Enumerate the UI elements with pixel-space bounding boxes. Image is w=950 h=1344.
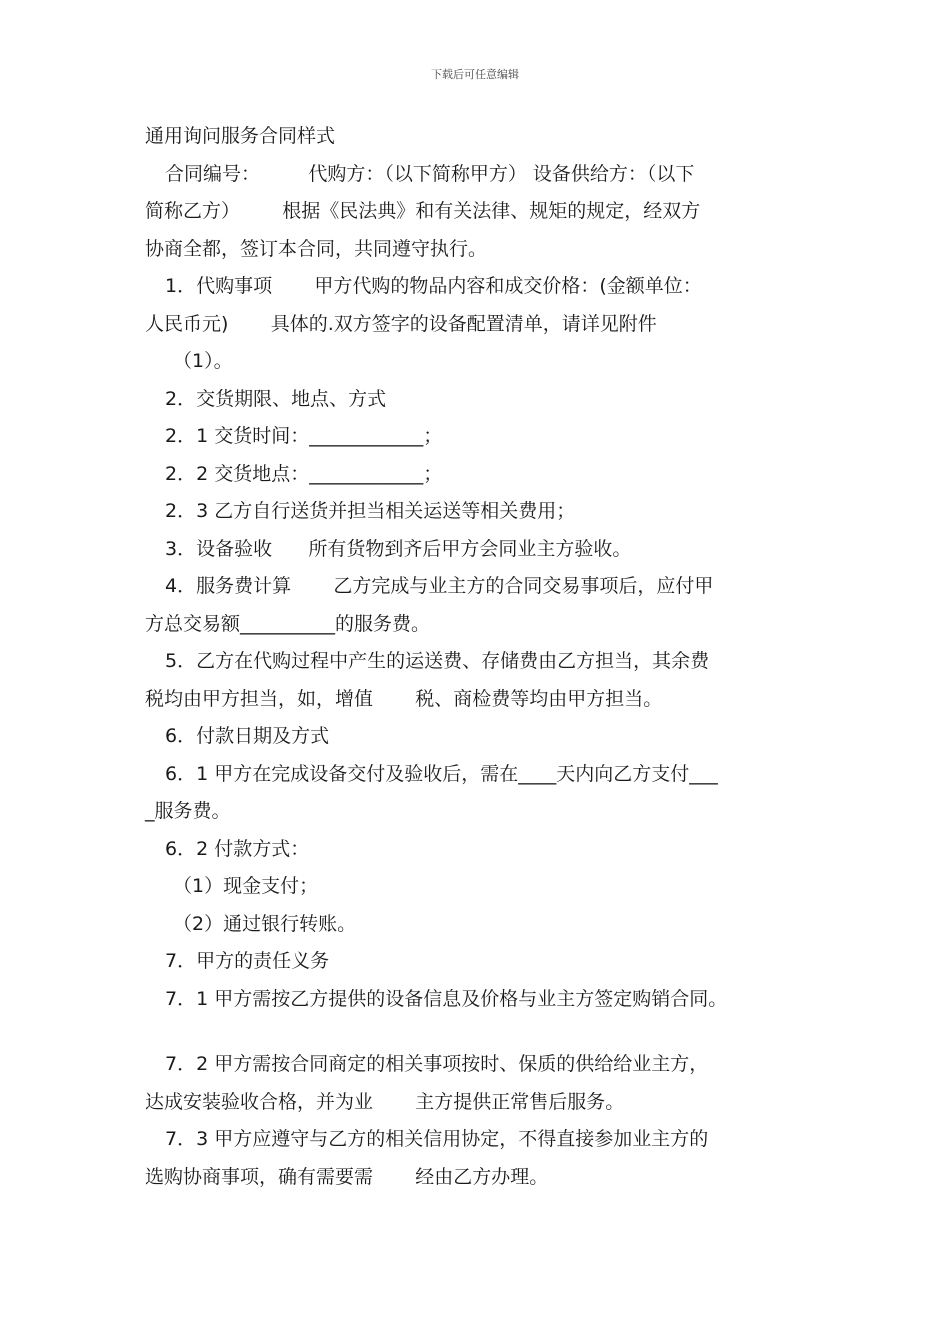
document-title: 通用询问服务合同样式 <box>145 125 336 147</box>
paragraph-line: （1）。 <box>173 350 233 372</box>
paragraph-line: 6．2 付款方式： <box>165 837 310 860</box>
paragraph-line: _服务费。 <box>145 800 231 822</box>
paragraph-line: （2）通过银行转账。 <box>173 912 357 935</box>
paragraph-line: 协商全都，签订本合同，共同遵守执行。 <box>145 237 488 260</box>
paragraph-line: 5．乙方在代购过程中产生的运送费、存储费由乙方担当，其余费 <box>165 650 710 672</box>
paragraph-line: 6．1 甲方在完成设备交付及验收后，需在____天内向乙方支付___ <box>165 762 718 785</box>
paragraph-line: 2．1 交货时间：____________； <box>165 425 443 447</box>
blank-line <box>145 1018 815 1046</box>
paragraph-line: 达成安装验收合格，并为业 主方提供正常售后服务。 <box>145 1090 625 1113</box>
paragraph-line: 2．交货期限、地点、方式 <box>165 387 387 410</box>
paragraph-line: 1．代购事项 甲方代购的物品内容和成交价格：(金额单位： <box>165 275 702 297</box>
paragraph-line: 2．3 乙方自行送货并担当相关运送等相关费用； <box>165 500 576 522</box>
paragraph-line: 2．2 交货地点：____________； <box>165 462 443 485</box>
paragraph-line: （1）现金支付； <box>173 875 319 897</box>
paragraph-line: 合同编号： 代购方：（以下简称甲方） 设备供给方：（以下 <box>165 162 695 185</box>
paragraph-line: 6．付款日期及方式 <box>165 725 330 747</box>
document-body <box>145 118 815 1196</box>
paragraph-line: 税均由甲方担当，如，增值 税、商检费等均由甲方担当。 <box>145 687 663 710</box>
paragraph-line: 7．甲方的责任义务 <box>165 950 330 972</box>
paragraph-line: 简称乙方） 根据《民法典》和有关法律、规矩的规定，经双方 <box>145 200 701 222</box>
paragraph-line: 方总交易额__________的服务费。 <box>145 612 431 635</box>
paragraph-line: 7．2 甲方需按合同商定的相关事项按时、保质的供给给业主方， <box>165 1053 709 1075</box>
paragraph-line: 人民币元) 具体的.双方签字的设备配置清单，请详见附件 <box>145 312 657 335</box>
paragraph-line: 7．1 甲方需按乙方提供的设备信息及价格与业主方签定购销合同。 <box>165 987 728 1010</box>
paragraph-line: 4．服务费计算 乙方完成与业主方的合同交易事项后，应付甲 <box>165 575 714 597</box>
header-note: 下载后可任意编辑 <box>431 68 519 81</box>
paragraph-line: 选购协商事项，确有需要需 经由乙方办理。 <box>145 1165 549 1188</box>
paragraph-line: 3．设备验收 所有货物到齐后甲方会同业主方验收。 <box>165 537 632 560</box>
paragraph-line: 7．3 甲方应遵守与乙方的相关信用协定，不得直接参加业主方的 <box>165 1128 709 1150</box>
